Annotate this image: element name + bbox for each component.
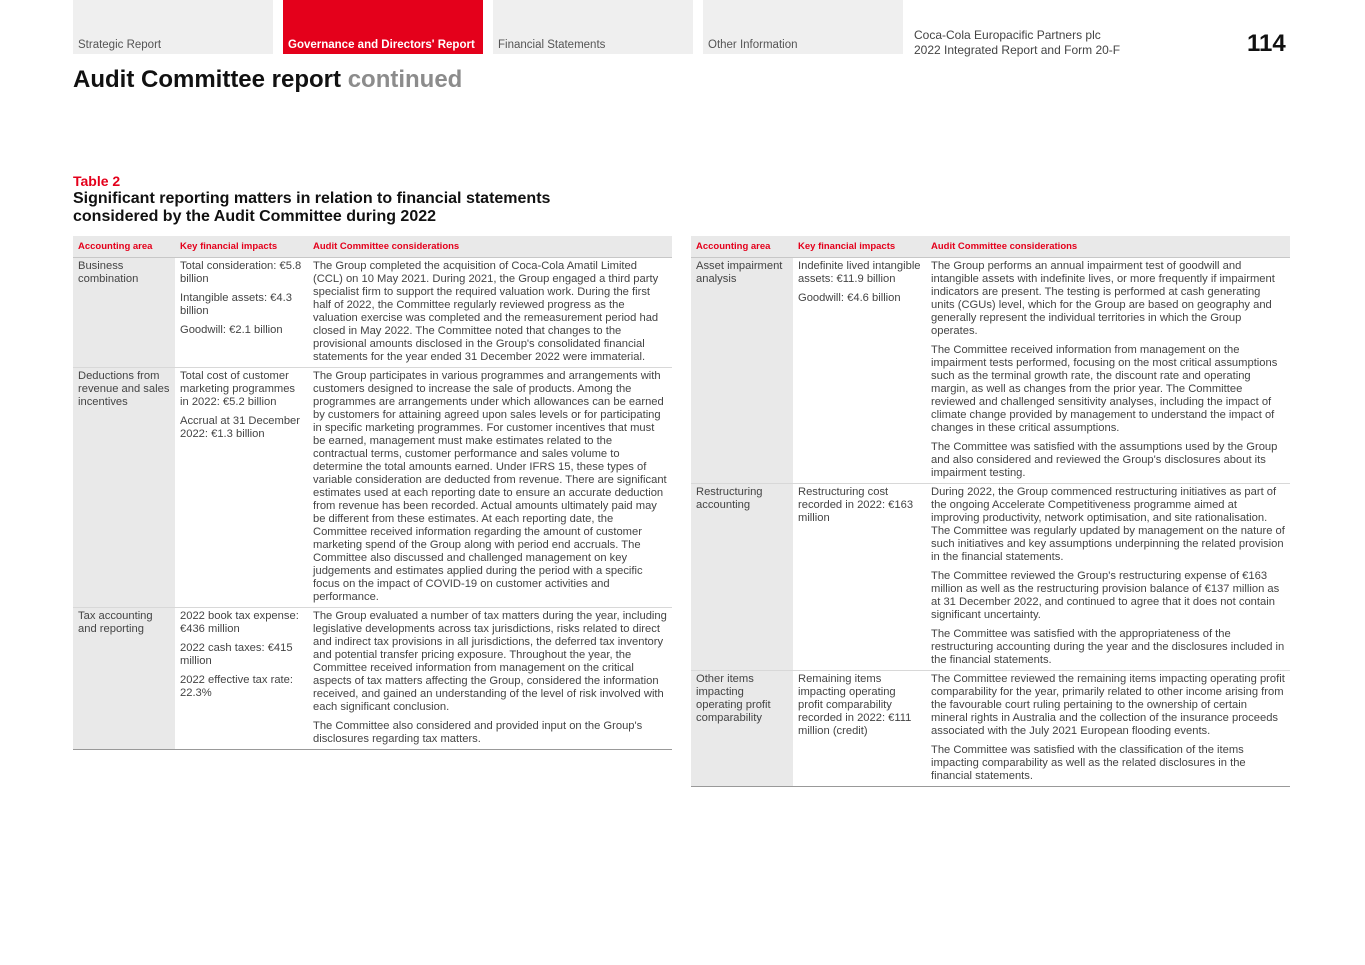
document-title xyxy=(914,28,1120,58)
key-impacts-cell xyxy=(175,368,308,608)
consideration-paragraph: During 2022, the Group commenced restructuring initiatives as part of the ongoing Accelerate Competitiveness programme aimed at improving productivity, network optimisation, and site rationalisation. The Committee was regularly updated by management on the nature of such initiatives and key assumptions underpinning the related provision in the financial statements. xyxy=(931,486,1285,563)
impact-item: 2022 book tax expense: €436 million xyxy=(180,610,299,635)
table-row xyxy=(73,368,672,608)
considerations-cell xyxy=(308,258,672,368)
page-title-suffix: continued xyxy=(347,66,463,93)
column-header-accounting-area: Accounting area xyxy=(691,236,793,258)
considerations-cell xyxy=(308,368,672,608)
nav-tab-label: Other Information xyxy=(708,39,798,51)
page-title xyxy=(73,66,462,94)
impact-item: Accrual at 31 December 2022: €1.3 billion xyxy=(180,415,301,440)
consideration-paragraph: The Committee reviewed the Group's restructuring expense of €163 million as well as the restructuring provision balance of €137 million as at 31 December 2022, and continued to agree that it does not contain significant uncertainty. xyxy=(931,570,1280,621)
table-label: Table 2 xyxy=(73,173,121,189)
table-row xyxy=(73,258,672,368)
impact-item: Goodwill: €2.1 billion xyxy=(180,324,283,336)
nav-tab-other-information[interactable] xyxy=(703,0,903,54)
key-impacts-cell xyxy=(793,484,926,671)
column-header-key-financial-impacts: Key financial impacts xyxy=(175,236,308,258)
nav-tab-label: Strategic Report xyxy=(78,39,162,51)
accounting-area-cell: Deductions from revenue and sales incentives xyxy=(73,368,175,608)
section-nav xyxy=(73,0,913,54)
impact-item: Restructuring cost recorded in 2022: €163 million xyxy=(798,486,914,524)
document-title-line1: Coca-Cola Europacific Partners plc xyxy=(914,28,1101,42)
impact-item: Total consideration: €5.8 billion xyxy=(180,260,302,285)
consideration-paragraph: The Group performs an annual impairment test of goodwill and intangible assets with indefinite lives, or more frequently if impairment indicators are present. The testing is performed at cash generating units (CGUs) level, which for the Group are based on geography and generally represent the individual territories in which the Group operates. xyxy=(931,260,1275,337)
accounting-area-cell: Restructuring accounting xyxy=(691,484,793,671)
reporting-matters-table-left xyxy=(73,236,672,750)
table-row xyxy=(691,258,1290,484)
key-impacts-cell xyxy=(175,258,308,368)
nav-tab-financial-statements[interactable] xyxy=(493,0,693,54)
column-header-key-financial-impacts: Key financial impacts xyxy=(793,236,926,258)
table-heading: Significant reporting matters in relation to financial statements considered by the Audit Committee during 2022 xyxy=(73,190,551,225)
considerations-cell xyxy=(926,258,1290,484)
document-title-line2: 2022 Integrated Report and Form 20-F xyxy=(914,43,1121,57)
table-header-row xyxy=(73,236,672,258)
reporting-matters-table-right xyxy=(691,236,1290,787)
table-row xyxy=(691,671,1290,787)
consideration-paragraph: The Committee was satisfied with the appropriateness of the restructuring accounting during the year and the disclosures included in the financial statements. xyxy=(931,628,1285,666)
impact-item: Goodwill: €4.6 billion xyxy=(798,292,901,304)
consideration-paragraph: The Group participates in various programmes and arrangements with customers designed to increase the sale of products. Among the programmes are arrangements under which allowances can be earned by customers for attaining agreed upon sales levels or for participating in specific marketing programmes. For customer incentives that must be earned, management must make estimates related to the contractual terms, customer performance and sales volume to determine the total amounts earned. Under IFRS 15, these types of variable consideration are deducted from revenue. There are significant estimates used at each reporting date to ensure an accurate deduction from revenue has been recorded. Actual amounts ultimately paid may be different from these estimates. At each reporting date, the Committee received information regarding the amount of customer marketing spend of the Group along with period end accruals. The Committee also discussed and challenged management on key judgements and estimates applied during the period with a specific focus on the impact of COVID-19 on customer activities and performance. xyxy=(313,370,667,603)
accounting-area-cell: Other items impacting operating profit comparability xyxy=(691,671,793,787)
consideration-paragraph: The Committee was satisfied with the classification of the items impacting comparability as well as the related disclosures in the financial statements. xyxy=(931,744,1246,782)
considerations-cell xyxy=(926,484,1290,671)
consideration-paragraph: The Committee received information from management on the impairment tests performed, focusing on the most critical assumptions such as the terminal growth rate, the discount rate and operating margin, as well as changes from the prior year. The Committee reviewed and challenged sensitivity analyses, including the impact of climate change provided by management to understand the impact of changes in these critical assumptions. xyxy=(931,344,1278,434)
accounting-area-cell: Business combination xyxy=(73,258,175,368)
impact-item: Indefinite lived intangible assets: €11.9 billion xyxy=(798,260,921,285)
impact-item: Remaining items impacting operating profit comparability recorded in 2022: €111 million (credit) xyxy=(798,673,912,737)
page-number: 114 xyxy=(1247,30,1286,57)
consideration-paragraph: The Group evaluated a number of tax matters during the year, including legislative developments across tax jurisdictions, risks related to direct and indirect tax provisions in all jurisdictions, the deferred tax inventory and potential transfer pricing exposure. Throughout the year, the Committee received information from management on the critical aspects of tax matters affecting the Group, considered the information received, and gained an understanding of the level of risk involved with each significant conclusion. xyxy=(313,610,667,713)
table-row xyxy=(691,484,1290,671)
key-impacts-cell xyxy=(793,258,926,484)
consideration-paragraph: The Committee reviewed the remaining items impacting operating profit comparability for the year, primarily related to other income arising from the favourable court ruling pertaining to the ownership of certain mineral rights in Australia and the collection of the insurance proceeds associated with the July 2021 European flooding events. xyxy=(931,673,1285,737)
column-header-committee-considerations: Audit Committee considerations xyxy=(308,236,672,258)
impact-item: Total cost of customer marketing programmes in 2022: €5.2 billion xyxy=(180,370,296,408)
impact-item: 2022 effective tax rate: 22.3% xyxy=(180,674,293,699)
accounting-area-cell: Tax accounting and reporting xyxy=(73,608,175,750)
key-impacts-cell xyxy=(793,671,926,787)
nav-tab-label: Financial Statements xyxy=(498,39,606,51)
consideration-paragraph: The Group completed the acquisition of Coca-Cola Amatil Limited (CCL) on 10 May 2021. During 2021, the Group engaged a third party specialist firm to support the required valuation work. During the first half of 2022, the Committee regularly reviewed progress as the valuation exercise was completed and the remeasurement period had closed in May 2022. The Committee noted that changes to the provisional amounts disclosed in the Group's consolidated financial statements for the year ended 31 December 2022 were immaterial. xyxy=(313,260,659,363)
key-impacts-cell xyxy=(175,608,308,750)
column-header-accounting-area: Accounting area xyxy=(73,236,175,258)
page-title-main: Audit Committee report xyxy=(73,66,342,93)
table-row xyxy=(73,608,672,750)
considerations-cell xyxy=(308,608,672,750)
accounting-area-cell: Asset impairment analysis xyxy=(691,258,793,484)
impact-item: 2022 cash taxes: €415 million xyxy=(180,642,293,667)
column-header-committee-considerations: Audit Committee considerations xyxy=(926,236,1290,258)
nav-tab-strategic-report[interactable] xyxy=(73,0,273,54)
nav-tab-label: Governance and Directors' Report xyxy=(288,39,475,51)
considerations-cell xyxy=(926,671,1290,787)
consideration-paragraph: The Committee was satisfied with the assumptions used by the Group and also considered and reviewed the Group's disclosures about its impairment testing. xyxy=(931,441,1278,479)
table-header-row xyxy=(691,236,1290,258)
nav-tab-governance[interactable] xyxy=(283,0,483,54)
consideration-paragraph: The Committee also considered and provided input on the Group's disclosures regarding tax matters. xyxy=(313,720,643,745)
impact-item: Intangible assets: €4.3 billion xyxy=(180,292,292,317)
